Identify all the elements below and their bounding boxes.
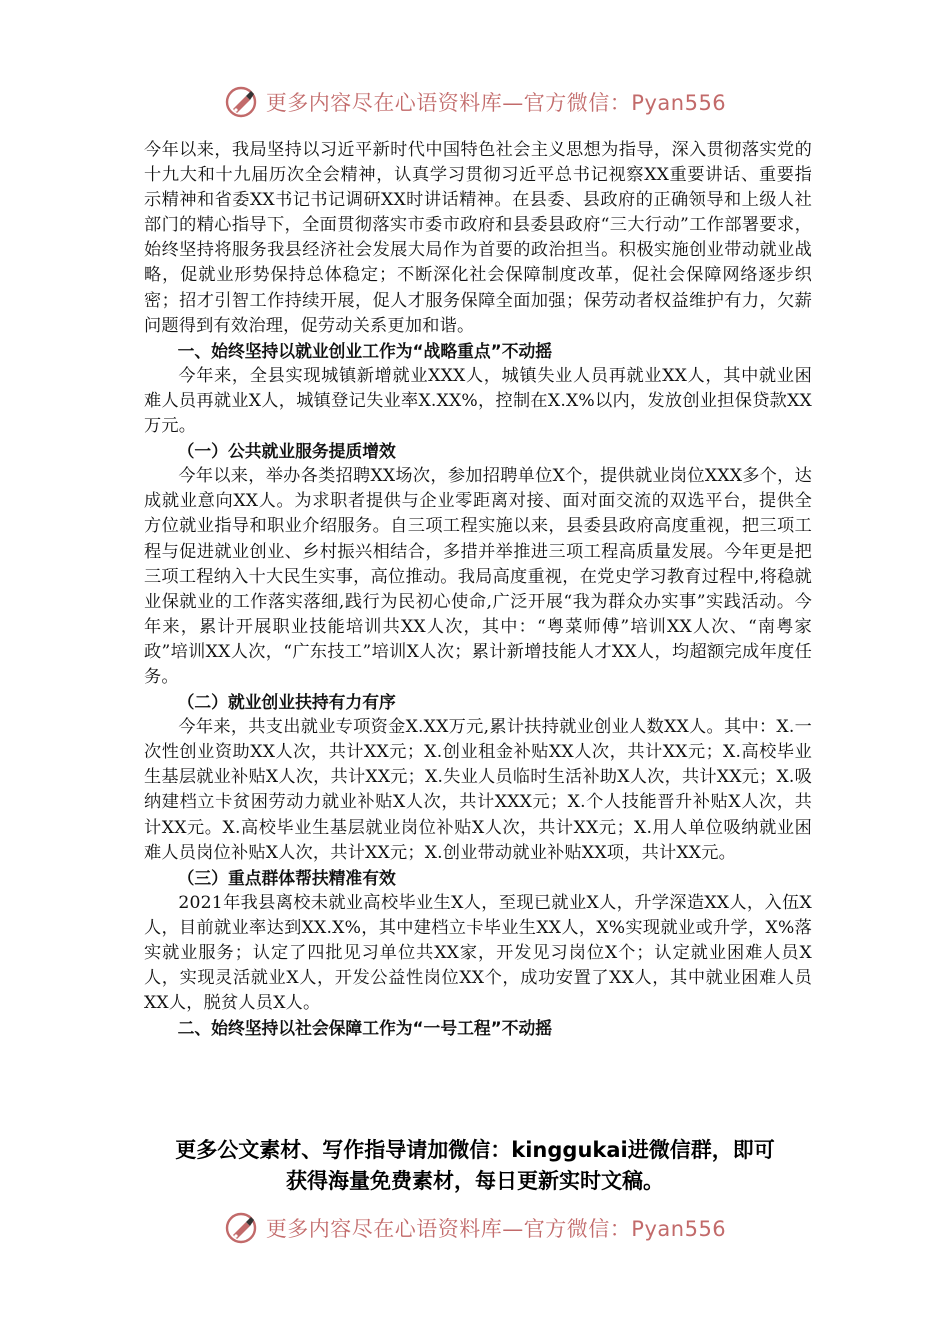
promo-line-1: 更多公文素材、写作指导请加微信：kinggukai进微信群，即可 <box>175 1138 775 1162</box>
promo-callout <box>130 1135 820 1197</box>
subsection1-paragraph: 今年以来，举办各类招聘XX场次，参加招聘单位X个，提供就业岗位XXX多个，达成就业意向XX人。为求职者提供与企业零距离对接、面对面交流的双选平台，提供全方位就业指导和职业介绍服务。自三项工程实施以来，县委县政府高度重视，把三项工程与促进就业创业、乡村振兴相结合，多措并举推进三项工程高质量发展。今年更是把三项工程纳入十大民生实事，高位推动。我局高度重视，在党史学习教育过程中,将稳就业保就业的工作落实落细,践行为民初心使命,广泛开展“我为群众办实事”实践活动。今年来，累计开展职业技能培训共XX人次，其中：“粤菜师傅”培训XX人次、“南粤家政”培训XX人次，“广东技工”培训X人次；累计新增技能人才XX人，均超额完成年度任务。 <box>144 466 812 687</box>
subsection2-heading: （二）就业创业扶持有力有序 <box>177 692 396 713</box>
section2-heading: 二、始终坚持以社会保障工作为“一号工程”不动摇 <box>177 1018 553 1039</box>
banner-text: 更多内容尽在心语资料库—官方微信：Pyan556 <box>265 91 727 115</box>
intro-paragraph: 今年以来，我局坚持以习近平新时代中国特色社会主义思想为指导，深入贯彻落实党的十九大和十九届历次全会精神，认真学习贯彻习近平总书记视察XX重要讲话、重要指示精神和省委XX书记书记调研XX时讲话精神。在县委、县政府的正确领导和上级人社部门的精心指导下，全面贯彻落实市委市政府和县委县政府“三大行动”工作部署要求，始终坚持将服务我县经济社会发展大局作为首要的政治担当。积极实施创业带动就业战略，促就业形势保持总体稳定；不断深化社会保障制度改革，促社会保障网络逐步织密；招才引智工作持续开展，促人才服务保障全面加强；保劳动者权益维护有力，欠薪问题得到有效治理，促劳动关系更加和谐。 <box>144 140 812 336</box>
header-banner <box>0 82 950 122</box>
pen-nib-logo-icon <box>224 1211 258 1245</box>
promo-line-2: 获得海量免费素材，每日更新实时文稿。 <box>286 1169 664 1193</box>
section1-paragraph: 今年来，全县实现城镇新增就业XXX人，城镇失业人员再就业XX人，其中就业困难人员再就业X人，城镇登记失业率X.XX%，控制在X.X%以内，发放创业担保贷款XX万元。 <box>144 365 812 437</box>
section1-heading: 一、始终坚持以就业创业工作为“战略重点”不动摇 <box>177 340 553 361</box>
footer-banner <box>0 1208 950 1248</box>
banner-text: 更多内容尽在心语资料库—官方微信：Pyan556 <box>265 1217 727 1241</box>
subsection1-heading: （一）公共就业服务提质增效 <box>177 441 396 462</box>
subsection2-paragraph: 今年来，共支出就业专项资金X.XX万元,累计扶持就业创业人数XX人。其中：X.一次性创业资助XX人次，共计XX元；X.创业租金补贴XX人次，共计XX元；X.高校毕业生基层就业补贴X人次，共计XX元；X.失业人员临时生活补助X人次，共计XX元；X.吸纳建档立卡贫困劳动力就业补贴X人次，共计XXX元；X.个人技能晋升补贴X人次，共计XX元。X.高校毕业生基层就业岗位补贴X人次，共计XX元；X.用人单位吸纳就业困难人员岗位补贴X人次，共计XX元；X.创业带动就业补贴XX项，共计XX元。 <box>144 717 812 863</box>
document-body <box>144 138 812 1041</box>
subsection3-paragraph: 2021年我县离校未就业高校毕业生X人，至现已就业X人，升学深造XX人，入伍X人，目前就业率达到XX.X%，其中建档立卡毕业生XX人，X%实现就业或升学，X%落实就业服务；认定了四批见习单位共XX家，开发见习岗位X个；认定就业困难人员X人，实现灵活就业X人，开发公益性岗位XX个，成功安置了XX人，其中就业困难人员XX人，脱贫人员X人。 <box>144 892 812 1014</box>
subsection3-heading: （三）重点群体帮扶精准有效 <box>177 867 396 888</box>
pen-nib-logo-icon <box>224 85 258 119</box>
